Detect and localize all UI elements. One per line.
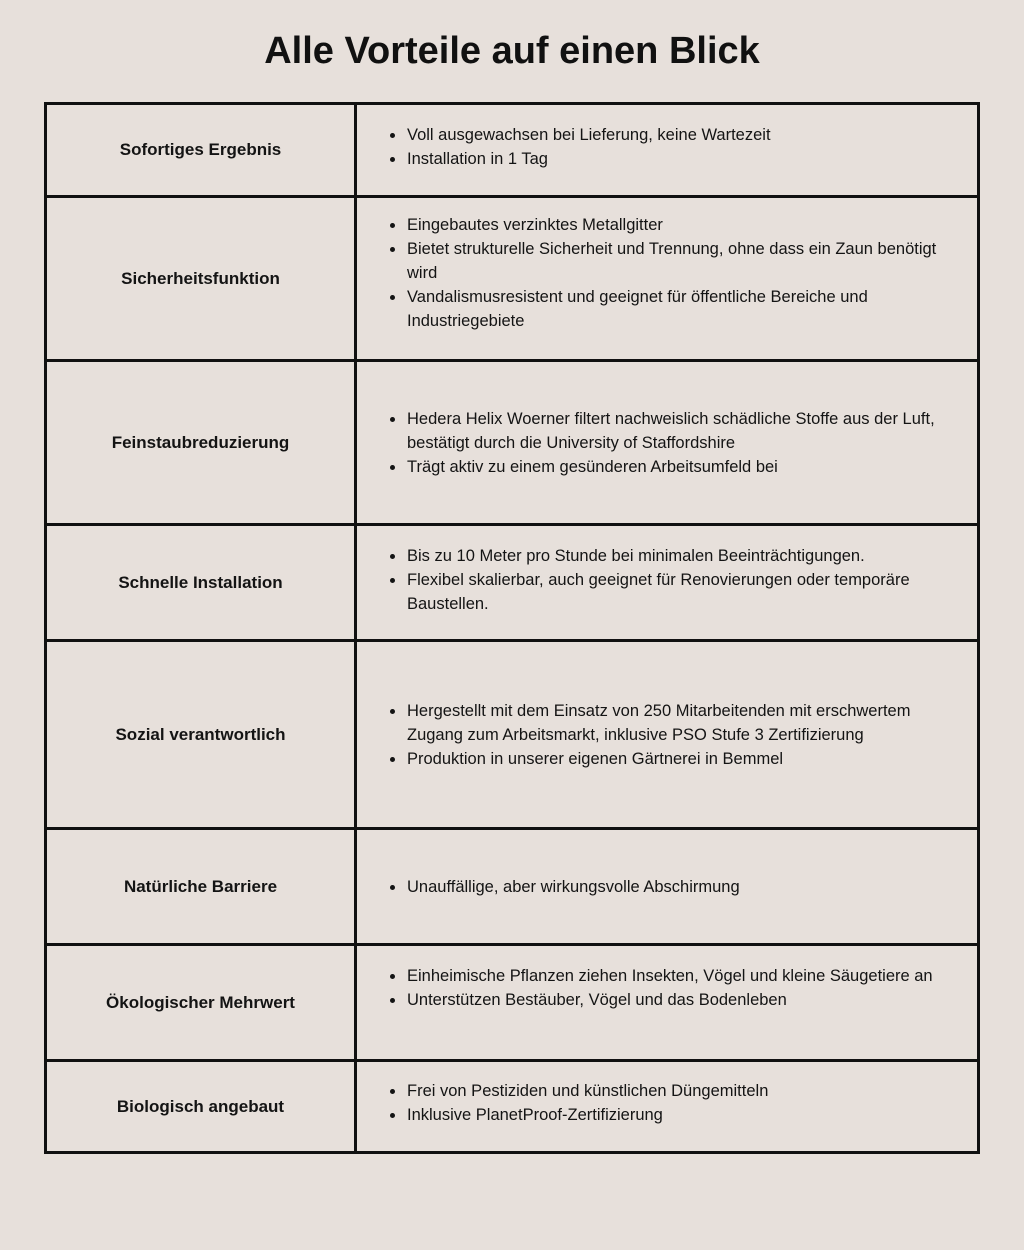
list-item: Unauffällige, aber wirkungsvolle Abschirmung (387, 875, 957, 899)
row-description (356, 525, 979, 641)
row-description (356, 1061, 979, 1153)
row-description (356, 104, 979, 197)
list-item: Vandalismusresistent und geeignet für öffentliche Bereiche und Industriegebiete (387, 285, 957, 333)
table-row (46, 104, 979, 197)
bullet-list (387, 213, 957, 333)
table-row (46, 525, 979, 641)
list-item: Einheimische Pflanzen ziehen Insekten, Vögel und kleine Säugetiere an (387, 964, 957, 988)
list-item: Flexibel skalierbar, auch geeignet für Renovierungen oder temporäre Baustellen. (387, 568, 957, 616)
bullet-list (387, 875, 957, 899)
row-description (356, 361, 979, 525)
row-label: Sicherheitsfunktion (46, 197, 356, 361)
row-description (356, 641, 979, 829)
row-label: Natürliche Barriere (46, 829, 356, 945)
table-row (46, 1061, 979, 1153)
list-item: Bis zu 10 Meter pro Stunde bei minimalen Beeinträchtigungen. (387, 544, 957, 568)
row-label: Feinstaubreduzierung (46, 361, 356, 525)
list-item: Unterstützen Bestäuber, Vögel und das Bodenleben (387, 988, 957, 1012)
list-item: Trägt aktiv zu einem gesünderen Arbeitsumfeld bei (387, 455, 957, 479)
list-item: Bietet strukturelle Sicherheit und Trennung, ohne dass ein Zaun benötigt wird (387, 237, 957, 285)
row-description (356, 197, 979, 361)
row-label: Biologisch angebaut (46, 1061, 356, 1153)
bullet-list (387, 123, 957, 171)
table-row (46, 361, 979, 525)
benefits-table (44, 102, 980, 1154)
row-label: Schnelle Installation (46, 525, 356, 641)
bullet-list (387, 1079, 957, 1127)
table-row (46, 829, 979, 945)
list-item: Hergestellt mit dem Einsatz von 250 Mitarbeitenden mit erschwertem Zugang zum Arbeitsmarkt, inklusive PSO Stufe 3 Zertifizierung (387, 699, 957, 747)
table-row (46, 641, 979, 829)
list-item: Installation in 1 Tag (387, 147, 957, 171)
list-item: Hedera Helix Woerner filtert nachweislich schädliche Stoffe aus der Luft, bestätigt durch die University of Staffordshire (387, 407, 957, 455)
page-title: Alle Vorteile auf einen Blick (264, 30, 760, 72)
list-item: Eingebautes verzinktes Metallgitter (387, 213, 957, 237)
row-description (356, 829, 979, 945)
table-row (46, 197, 979, 361)
bullet-list (387, 544, 957, 616)
row-label: Ökologischer Mehrwert (46, 945, 356, 1061)
row-label: Sozial verantwortlich (46, 641, 356, 829)
table-row (46, 945, 979, 1061)
bullet-list (387, 407, 957, 479)
bullet-list (387, 699, 957, 771)
list-item: Voll ausgewachsen bei Lieferung, keine Wartezeit (387, 123, 957, 147)
row-label: Sofortiges Ergebnis (46, 104, 356, 197)
list-item: Inklusive PlanetProof-Zertifizierung (387, 1103, 957, 1127)
list-item: Frei von Pestiziden und künstlichen Düngemitteln (387, 1079, 957, 1103)
list-item: Produktion in unserer eigenen Gärtnerei in Bemmel (387, 747, 957, 771)
bullet-list (387, 964, 957, 1012)
row-description (356, 945, 979, 1061)
